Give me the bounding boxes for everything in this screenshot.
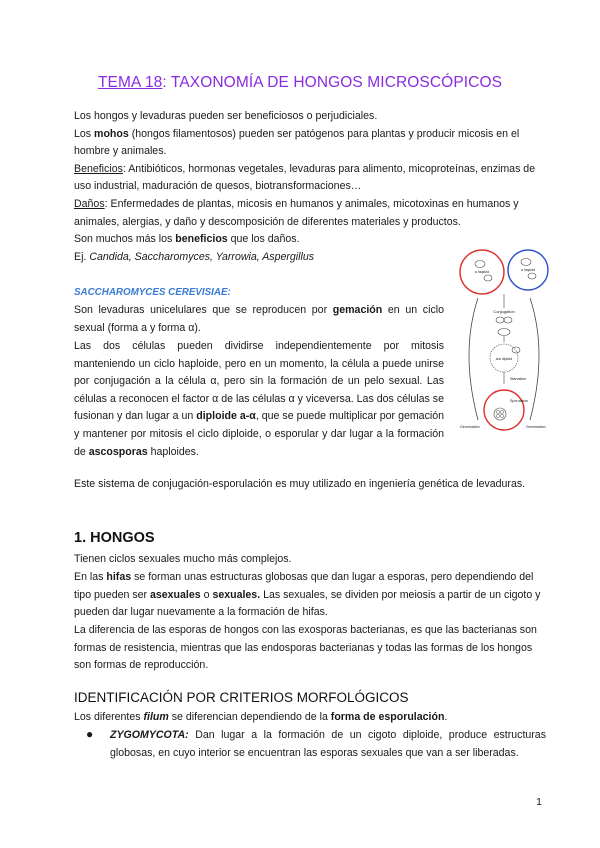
zygote-cell: [498, 329, 510, 336]
ascospore-4: [500, 414, 503, 417]
identificacion-heading: IDENTIFICACIÓN POR CRITERIOS MORFOLÓGICOS: [74, 690, 409, 705]
bullet-dot: ●: [86, 727, 94, 741]
example-organisms: Candida, Saccharomyces, Yarrowia, Aspergillus: [89, 250, 315, 263]
conjugation-label: Conjugation: [493, 309, 515, 314]
saccharomyces-heading: SACCHAROMYCES CEREVISIAE:: [74, 287, 231, 298]
left-cycle-arc: [469, 298, 478, 420]
danos-label: Daños: [74, 197, 105, 210]
hongos-heading: 1. HONGOS: [74, 530, 155, 546]
diploid-cell: [512, 347, 520, 353]
sporulation-label: Sporulation: [510, 399, 529, 403]
yeast-life-cycle-figure: [458, 242, 550, 438]
alpha-haploid-label: α haploid: [520, 268, 536, 272]
germination-label-right: Germination: [526, 425, 546, 429]
alpha-cell-bud: [528, 273, 536, 279]
conjugating-cell-a: [496, 317, 504, 323]
alpha-cell: [521, 259, 531, 266]
intro-paragraph: Los hongos y levaduras pueden ser beneficiosos o perjudiciales. Los mohos (hongos filamentosos) pueden ser patógenos para plantas y producir micosis en el hombre y animales. Beneficios: Antibióticos, hormonas vegetales, levaduras para alimento, micoproteínas, enzimas de uso industrial, maduración de quesos, biotransformaciones… Daños: Enfermedades de plantas, micosis en humanos y animales, micotoxinas en humanos y animales, alergias, y daño y descomposición de diferentes materiales y productos. Son muchos más los beneficios que los daños. Ej. Candida, Saccharomyces, Yarrowia, Aspergillus: [74, 110, 536, 263]
ascospore-1: [496, 410, 499, 413]
diploid-label: a/α diploid: [495, 357, 513, 361]
conjugating-cell-alpha: [504, 317, 512, 323]
zygomycota-label: ZYGOMYCOTA:: [110, 729, 189, 741]
hongos-paragraph-2: En las hifas se forman unas estructuras globosas que dan lugar a esporas, pero dependiendo del tipo pueden ser asexuales o sexuales. Las sexuales, se dividen por meiosis a partir de un cigoto y pueden dar lugar nuevamente a la formación de hifas.: [74, 571, 541, 619]
mohos-term: mohos: [94, 127, 129, 140]
saccharomyces-paragraph-2: Las dos células pueden dividirse independientemente por mitosis manteniendo un ciclo haploide, pero en un momento, la célula a puede unirse por conjugación a la célula α, pero sin la formación de un pelo sexual. Las células a reconocen el factor α de las células α y viceversa. Las dos células se fusionan y dan lugar a un diploide a-α, que se puede multiplicar por gemación y mantener por mitosis el ciclo diploide, o esporular y dar lugar a la formación de ascosporas haploides.: [74, 340, 445, 458]
saccharomyces-paragraph-1: Son levaduras unicelulares que se reproducen por gemación en un ciclo sexual (forma a y forma α).: [74, 304, 444, 334]
ascospore-3: [496, 414, 499, 417]
title-text: : TAXONOMÍA DE HONGOS MICROSCÓPICOS: [162, 74, 503, 91]
right-cycle-arc: [530, 298, 539, 420]
title-number: TEMA 18: [97, 74, 163, 91]
saccharomyces-paragraph-3: Este sistema de conjugación-esporulación es muy utilizado en ingeniería genética de levaduras.: [74, 478, 526, 490]
a-cell: [475, 261, 485, 268]
ascus: [494, 408, 506, 420]
page-number: 1: [536, 796, 542, 808]
a-cell-bud: [484, 275, 492, 281]
ascospore-2: [500, 410, 503, 413]
hongos-paragraph-1: Tienen ciclos sexuales mucho más complejos.: [74, 553, 292, 565]
identificacion-paragraph: Los diferentes filum se diferencian dependiendo de la forma de esporulación.: [74, 711, 448, 723]
germination-label-left: Germination: [460, 425, 480, 429]
page-title: [0, 74, 600, 92]
a-haploid-label: a haploid: [474, 270, 490, 274]
sporulation-circle: [484, 390, 524, 430]
beneficios-label: Beneficios: [74, 162, 123, 175]
starvation-label: Starvation: [510, 377, 527, 381]
zygomycota-item: ZYGOMYCOTA: Dan lugar a la formación de un cigoto diploide, produce estructuras globosas, en cuyo interior se encuentran las esporas sexuales que van a ser liberadas.: [110, 729, 546, 759]
hongos-paragraph-3: La diferencia de las esporas de hongos con las exosporas bacterianas, es que las bacterianas son formas de resistencia, mientras que las endosporas bacterianas y todas las formas de los hongos son formas de reproducción.: [74, 624, 537, 672]
